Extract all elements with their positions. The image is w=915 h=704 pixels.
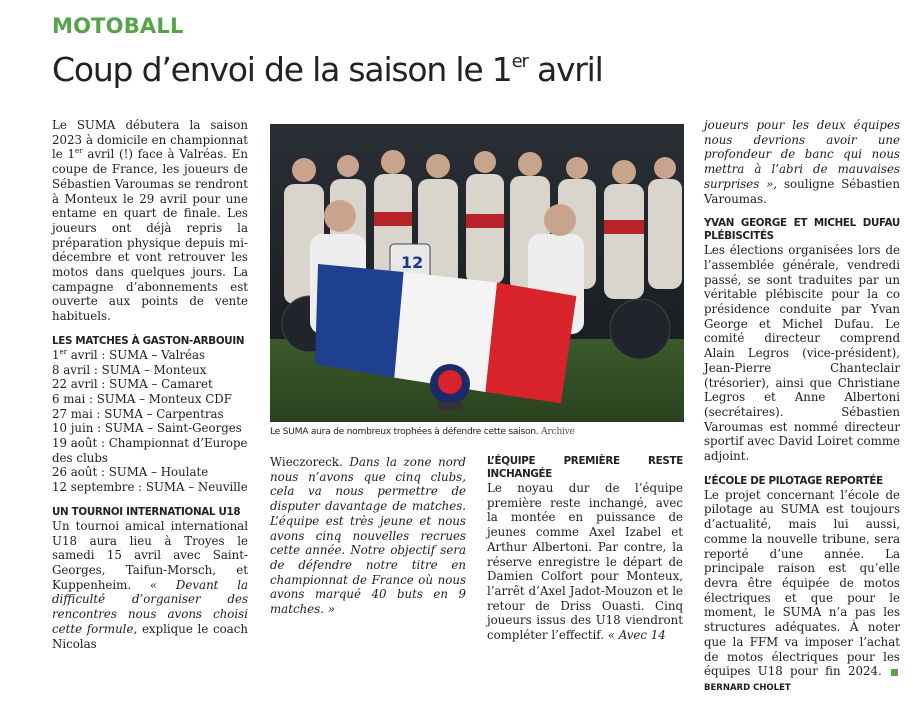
match-list — [52, 348, 248, 495]
article-column-4 — [704, 118, 900, 696]
byline-square-icon — [891, 669, 898, 676]
quote-paragraph: Wieczoreck. Dans la zone nord nous n’avons que cinq clubs, cela va nous permettre de disputer davantage de matches. L’équipe est très jeune et nous avons cinq nouvelles recrues cette année. Notre objectif sera de défendre notre titre en championnat de France où nous avons marqué 40 buts en 9 matches. » — [270, 455, 466, 617]
subheading-tournament: UN TOURNOI INTERNATIONAL U18 — [52, 505, 241, 518]
quote-continuation: joueurs pour les deux équipes nous devrions avoir une profondeur de banc qui nous mettra à l’abri de mauvaises surprises », souligne Sébastien Varoumas. — [704, 118, 901, 206]
list-item: 22 avril : SUMA – Camaret — [52, 377, 213, 392]
subheading-school: L’ÉCOLE DE PILOTAGE REPORTÉE — [704, 474, 883, 487]
photo-credit: Archive — [538, 426, 575, 437]
bike-number-plate: 12 — [401, 253, 424, 272]
article-column-1 — [52, 118, 248, 651]
tournament-paragraph: Un tournoi amical international U18 aura lieu à Troyes le samedi 15 avril avec Saint-Georges, Taifun-Morsch, et Kuppenheim. « Devant la difficulté d’organiser des rencontres nous avons choisi cette formule, explique le coach Nicolas — [52, 518, 248, 651]
election-paragraph: Les élections organisées lors de l’assemblée générale, vendredi passé, se sont traduites par un véritable plébiscite pour la co présidence conduite par Yvan George et Michel Dufau. Le comité directeur comprend Alain Legros (vice-président), Jean-Pierre Chanteclair (trésorier), ainsi que Christiane Legros et Anne Albertoni (secrétaires). Sébastien Varoumas est nommé directeur sportif avec David Loiret comme adjoint. — [704, 243, 900, 464]
intro-paragraph: Le SUMA débutera la saison 2023 à domicile en championnat le 1er avril (!) face à Valréas. En coupe de France, les joueurs de Sébastien Varoumas se rendront à Monteux le 29 avril pour une entame en quart de finale. Les joueurs ont déjà repris la préparation physique depuis mi-décembre et vont retrouver les motos dans quelques jours. La campagne d’abonnements est ouverte aux points de vente habituels. — [52, 118, 248, 324]
subheading-team: L’ÉQUIPE PREMIÈRE RESTE INCHANGÉE — [487, 455, 683, 480]
subheading-matches: LES MATCHES À GASTON-ARBOUIN — [52, 334, 245, 347]
list-item: 12 septembre : SUMA – Neuville — [52, 480, 248, 495]
subheading-election: YVAN GEORGE ET MICHEL DUFAU PLÉBISCITÉS — [704, 217, 900, 243]
section-rubric: MOTOBALL — [52, 14, 184, 38]
author-byline: BERNARD CHOLET — [704, 682, 791, 693]
list-item: 26 août : SUMA – Houlate — [52, 465, 209, 480]
list-item: 27 mai : SUMA – Carpentras — [52, 406, 224, 421]
list-item: 10 juin : SUMA – Saint-Georges — [52, 421, 242, 436]
list-item: 19 août : Championnat d’Europe des clubs — [52, 436, 248, 465]
photo-caption: Le SUMA aura de nombreux trophées à défendre cette saison. Archive — [270, 426, 575, 437]
article-column-3 — [487, 455, 683, 643]
list-item: 1er avril : SUMA – Valréas — [52, 347, 206, 362]
school-paragraph: Le projet concernant l’école de pilotage au SUMA est toujours d’actualité, mais lui aussi, comme la nouvelle tribune, sera reporté d’une année. La principale raison est qu’elle devra être équipée de motos électriques et que pour le moment, le SUMA n’a pas les structures adéquates. À noter que la FFM va imposer l’achat de motos électriques pour les équipes U18 pour fin 2024. BERNARD CHOLET — [704, 487, 900, 693]
team-paragraph: Le noyau dur de l’équipe première reste inchangé, avec la montée en puissance de jeunes comme Axel Izabel et Arthur Albertoni. Par contre, la réserve enregistre le départ de Damien Colfort pour Monteux, l’arrêt d’Axel Jadot-Mouzon et le retour de Driss Ouasti. Cinq joueurs issus des U18 viendront compléter l’effectif. « Avec 14 — [487, 481, 683, 643]
list-item: 6 mai : SUMA – Monteux CDF — [52, 391, 232, 406]
list-item: 8 avril : SUMA – Monteux — [52, 362, 207, 377]
team-photo — [270, 124, 684, 422]
article-headline: Coup d’envoi de la saison le 1er avril — [52, 50, 603, 89]
team-photo-illustration — [270, 124, 684, 422]
article-column-2 — [270, 455, 466, 617]
